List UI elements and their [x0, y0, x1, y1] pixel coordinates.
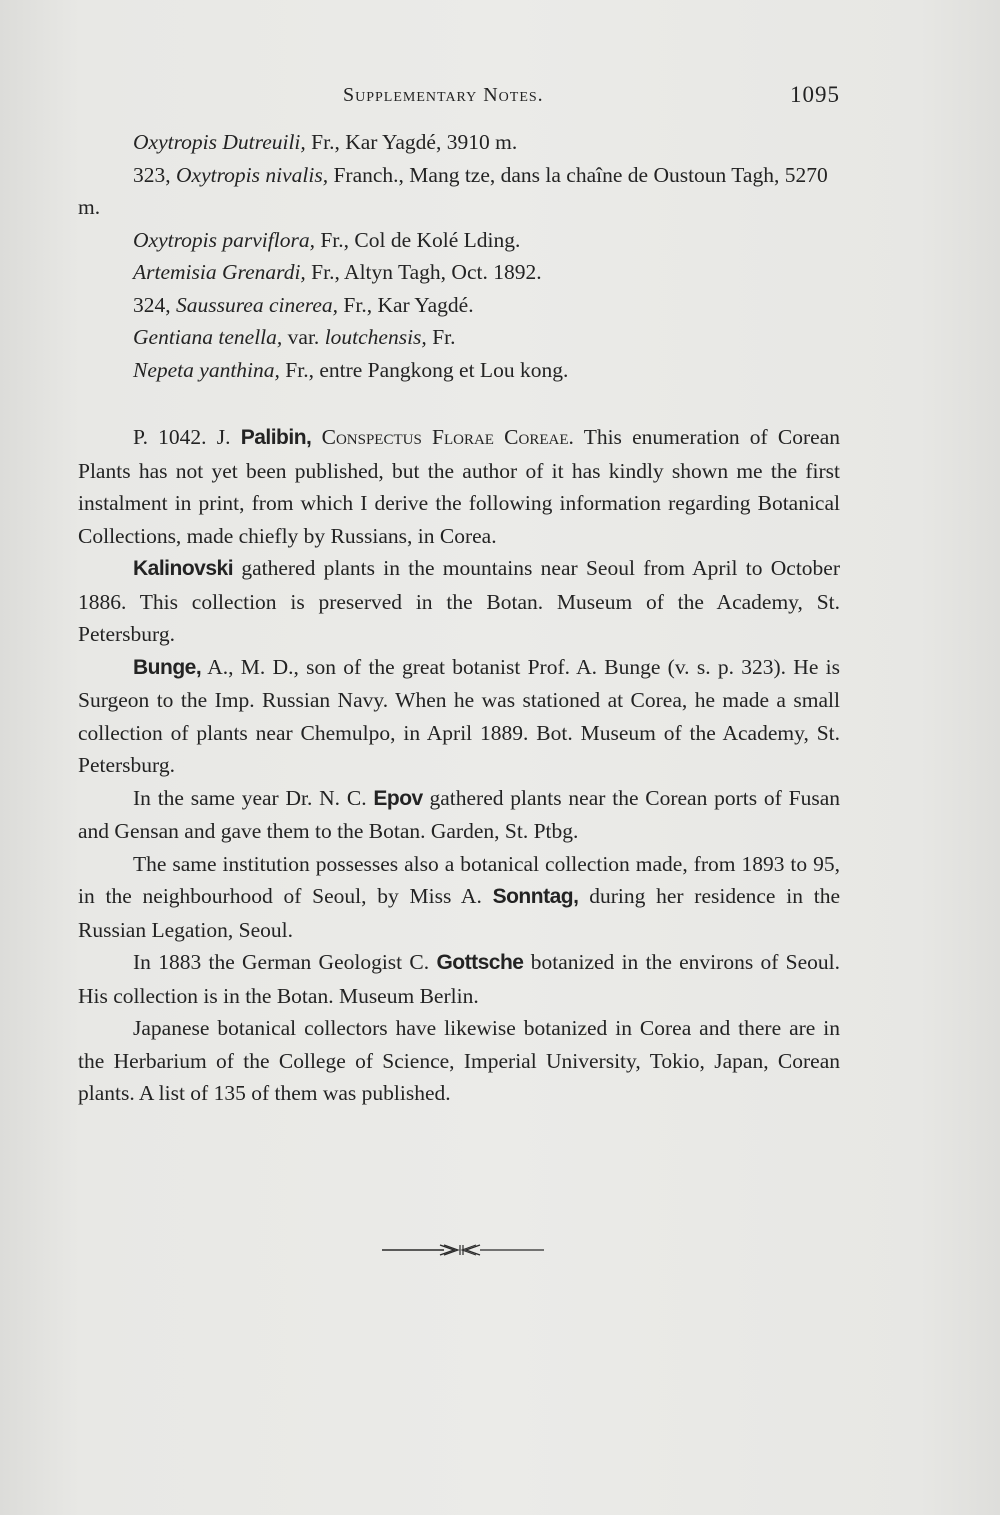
species-name: Oxytropis nivalis,: [176, 162, 329, 187]
species-entry: Oxytropis Dutreuili, Fr., Kar Yagdé, 3910 m.: [133, 130, 518, 154]
collector-name: Sonntag,: [492, 885, 579, 908]
species-entry: Artemisia Grenardi, Fr., Altyn Tagh, Oct. 1892.: [133, 260, 542, 284]
species-entry: 324, Saussurea cinerea, Fr., Kar Yagdé.: [133, 292, 474, 317]
species-name: Oxytropis parviflora,: [133, 227, 315, 252]
paragraph-palibin: P. 1042. J. Palibin, Conspectus Florae Coreae. This enumeration of Corean Plants has not yet been published, but the author of it has kindly shown me the first instalment in print, from which I derive the following information regarding Botanical Collections, made chiefly by Russians, in Corea.: [78, 425, 840, 548]
species-entry: Gentiana tenella, var. loutchensis, Fr.: [133, 325, 456, 349]
paragraph-bunge: Bunge, A., M. D., son of the great botanist Prof. A. Bunge (v. s. p. 323). He is Surgeon to the Imp. Russian Navy. When he was stationed at Corea, he made a small collection of plants near Chemulpo, in April 1889. Bot. Museum of the Academy, St. Petersburg.: [78, 654, 840, 777]
collector-name: Bunge,: [133, 655, 202, 679]
collector-name: Gottsche: [436, 951, 524, 974]
work-title: Conspectus Florae Coreae.: [311, 425, 574, 449]
running-head: [78, 84, 840, 114]
body-text: [78, 421, 840, 1110]
variety-name: loutchensis,: [324, 325, 427, 349]
tailpiece-ornament-icon: [382, 1238, 544, 1262]
species-name: Gentiana tenella,: [133, 325, 283, 349]
species-list: [78, 126, 840, 386]
page-number: 1095: [790, 82, 840, 107]
running-title: Supplementary Notes.: [343, 84, 544, 106]
species-name: Nepeta yanthina,: [133, 357, 280, 382]
species-name: Artemisia Grenardi,: [133, 260, 306, 284]
species-entry: Nepeta yanthina, Fr., entre Pangkong et Lou kong.: [133, 357, 569, 382]
paragraph-epov: In the same year Dr. N. C. Epov gathered plants near the Corean ports of Fusan and Gensan and gave them to the Botan. Garden, St. Ptbg.: [78, 785, 840, 843]
collector-name: Kalinovski: [133, 557, 234, 580]
paragraph-kalinovski: Kalinovski gathered plants in the mountains near Seoul from April to October 1886. This collection is preserved in the Botan. Museum of the Academy, St. Petersburg.: [78, 556, 840, 646]
paragraph-japanese-collectors: Japanese botanical collectors have likewise botanized in Corea and there are in the Herbarium of the College of Science, Imperial University, Tokio, Japan, Corean plants. A list of 135 of them was published.: [78, 1016, 840, 1105]
species-entry: Oxytropis parviflora, Fr., Col de Kolé Lding.: [133, 227, 521, 252]
species-name: Saussurea cinerea,: [176, 292, 339, 317]
paragraph-sonntag: The same institution possesses also a botanical collection made, from 1893 to 95, in the neighbourhood of Seoul, by Miss A. Sonntag, during her residence in the Russian Legation, Seoul.: [78, 851, 840, 942]
species-name: Oxytropis Dutreuili,: [133, 130, 306, 154]
collector-name: Epov: [373, 786, 423, 810]
species-entry: 323, Oxytropis nivalis, Franch., Mang tze, dans la chaîne de Oustoun Tagh, 5270 m.: [78, 162, 828, 219]
collector-name: Palibin,: [240, 426, 312, 449]
paragraph-gottsche: In 1883 the German Geologist C. Gottsche botanized in the environs of Seoul. His collection is in the Botan. Museum Berlin.: [78, 950, 840, 1008]
